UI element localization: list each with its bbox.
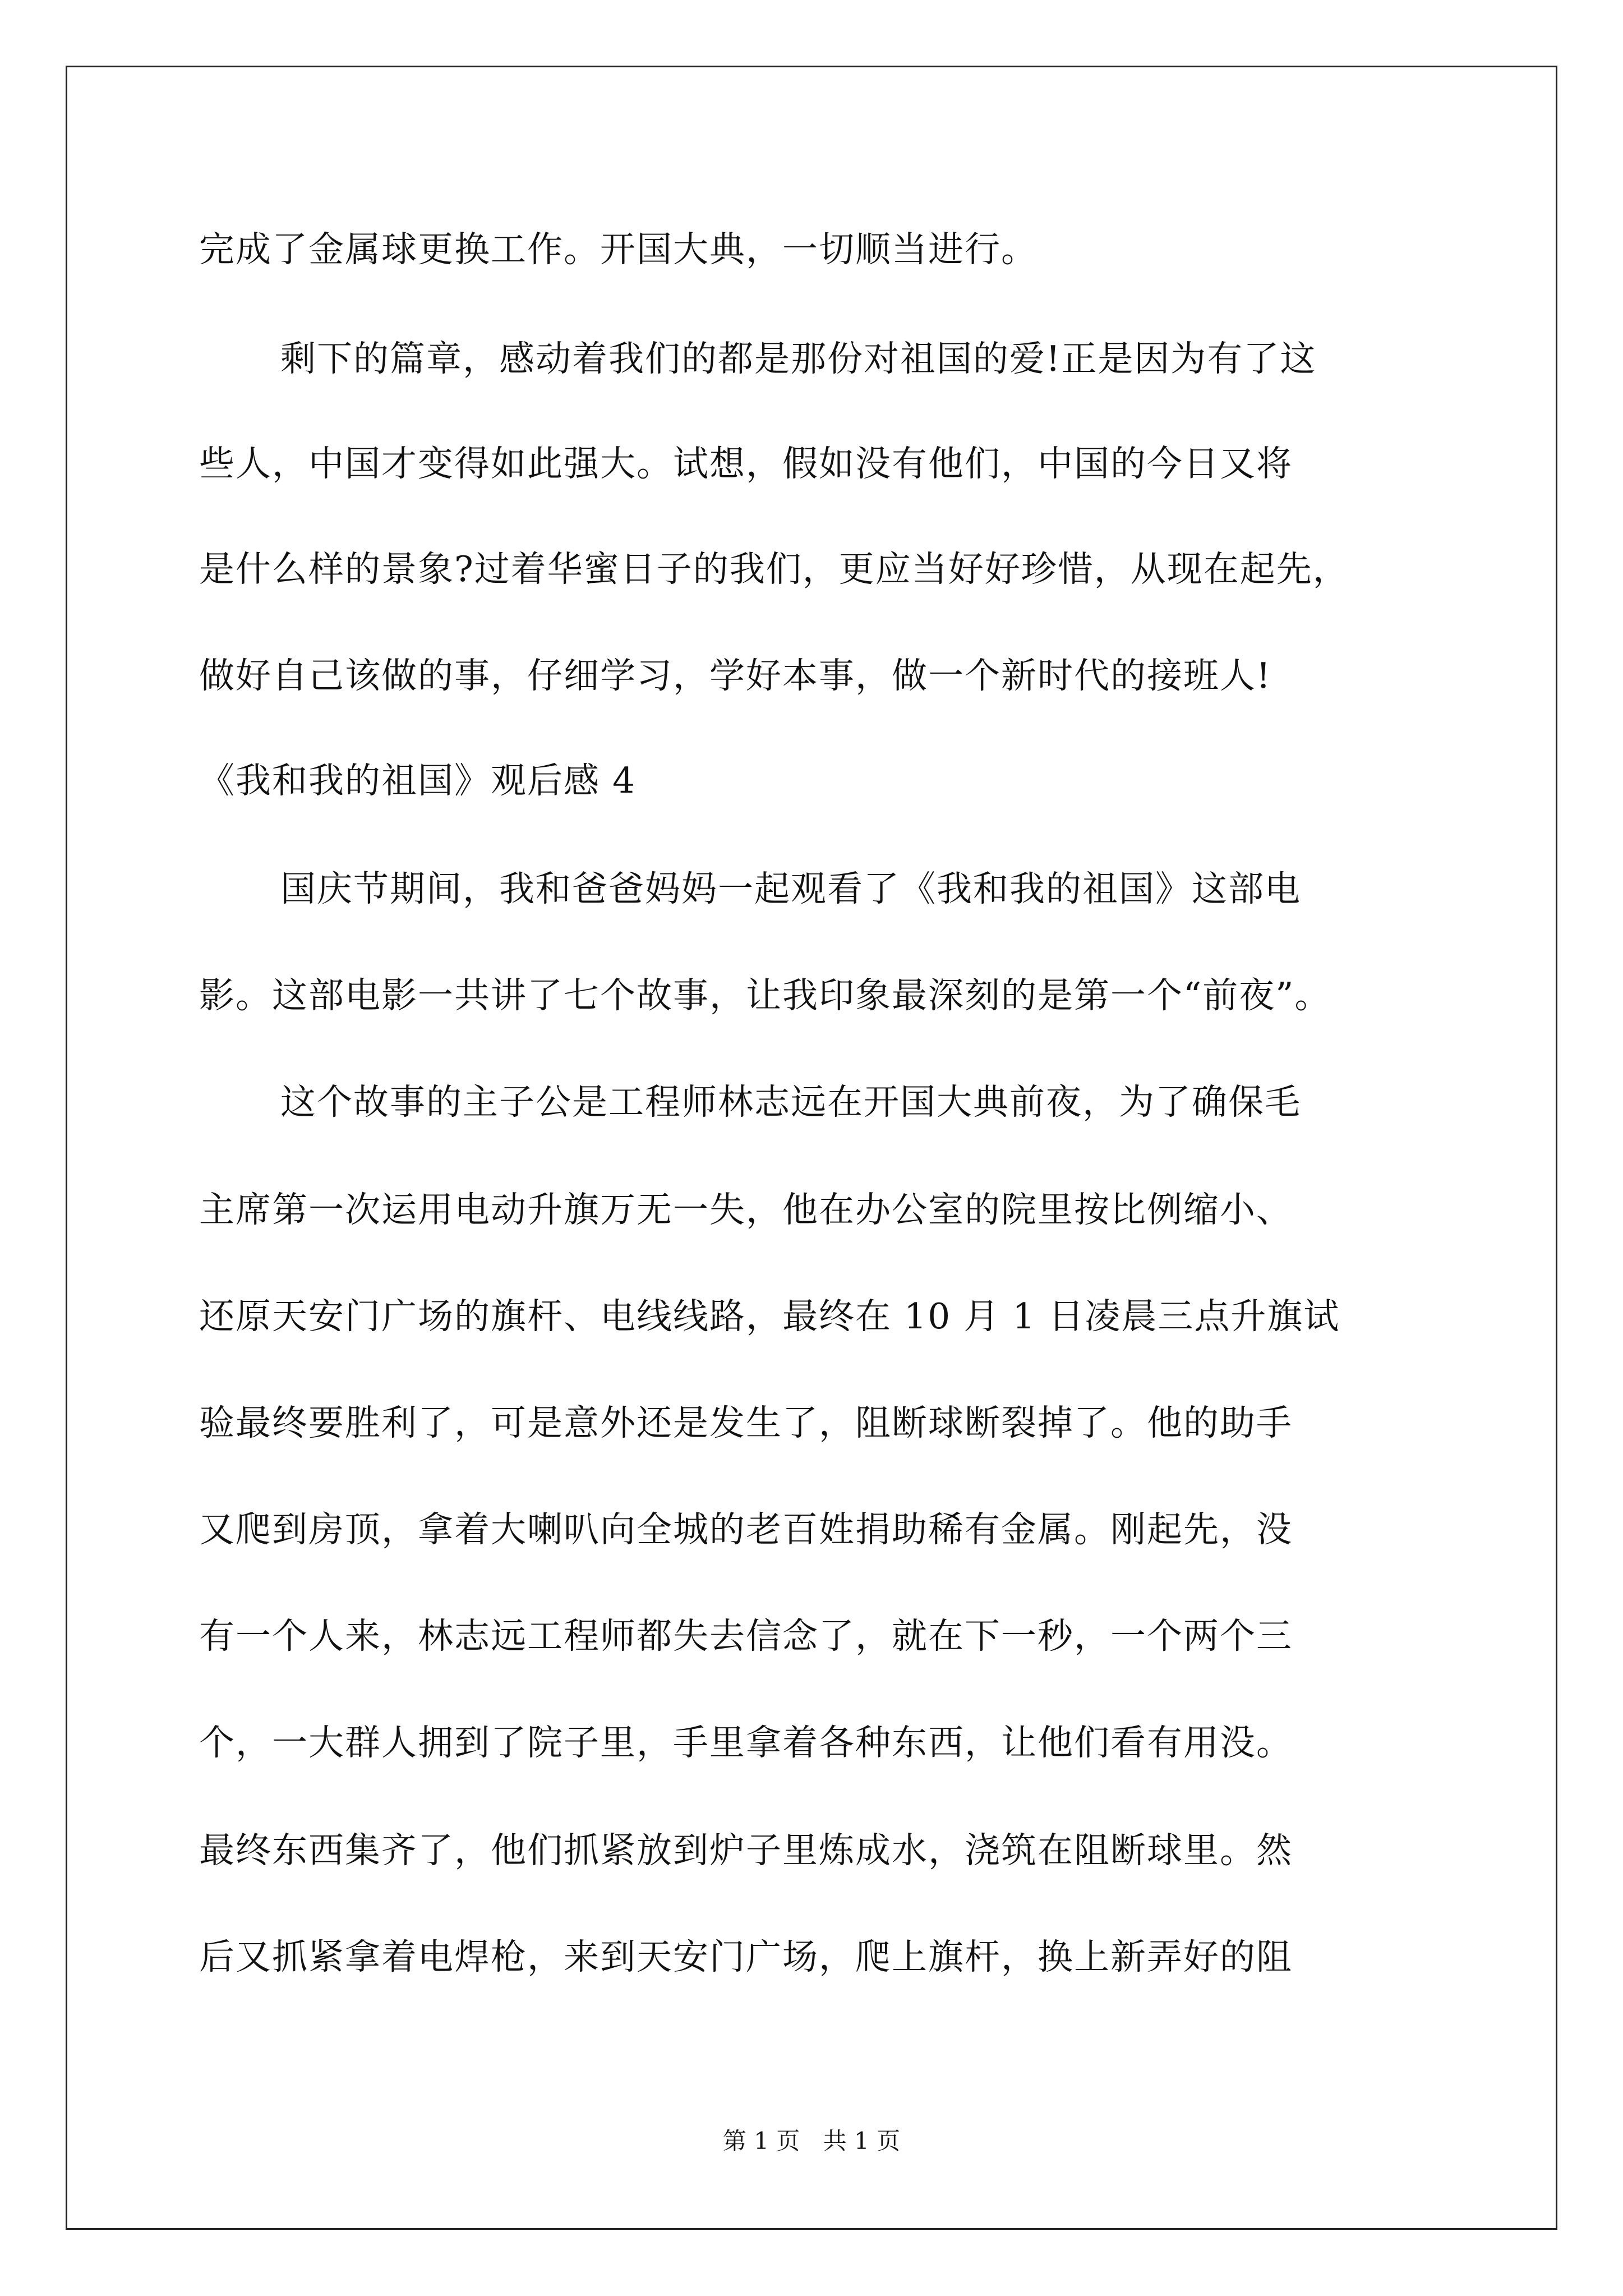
text-line: 是什么样的景象?过着华蜜日子的我们，更应当好好珍惜，从现在起先， [199, 549, 1349, 590]
page-total: 共 1 页 [823, 2127, 901, 2155]
text-line: 最终东西集齐了，他们抓紧放到炉子里炼成水，浇筑在阻断球里。然 [199, 1830, 1293, 1871]
text-line: 后又抓紧拿着电焊枪，来到天安门广场，爬上旗杆，换上新弄好的阻 [199, 1936, 1293, 1977]
text-line: 有一个人来，林志远工程师都失去信念了，就在下一秒，一个两个三 [199, 1616, 1293, 1657]
text-line: 个，一大群人拥到了院子里，手里拿着各种东西，让他们看有用没。 [199, 1722, 1293, 1763]
text-line: 完成了金属球更换工作。开国大典，一切顺当进行。 [199, 229, 1038, 270]
page-footer [0, 2127, 1623, 2155]
paragraph-first-line: 国庆节期间，我和爸爸妈妈一起观看了《我和我的祖国》这部电 [280, 868, 1301, 909]
text-line: 又爬到房顶，拿着大喇叭向全城的老百姓捐助稀有金属。刚起先，没 [199, 1509, 1293, 1550]
section-heading: 《我和我的祖国》观后感 4 [199, 760, 637, 801]
paragraph-first-line: 这个故事的主子公是工程师林志远在开国大典前夜，为了确保毛 [280, 1082, 1301, 1122]
text-line: 主席第一次运用电动升旗万无一失，他在办公室的院里按比例缩小、 [199, 1189, 1293, 1230]
text-line: 做好自己该做的事，仔细学习，学好本事，做一个新时代的接班人! [199, 655, 1272, 696]
page-number: 第 1 页 [722, 2127, 800, 2155]
paragraph-first-line: 剩下的篇章，感动着我们的都是那份对祖国的爱!正是因为有了这 [280, 338, 1317, 379]
text-line: 还原天安门广场的旗杆、电线线路，最终在 10 月 1 日凌晨三点升旗试 [199, 1296, 1340, 1337]
text-line: 影。这部电影一共讲了七个故事，让我印象最深刻的是第一个“前夜”。 [199, 975, 1331, 1016]
text-line: 验最终要胜利了，可是意外还是发生了，阻断球断裂掉了。他的助手 [199, 1402, 1293, 1443]
text-line: 些人，中国才变得如此强大。试想，假如没有他们，中国的今日又将 [199, 443, 1293, 484]
page-border [66, 66, 1557, 2230]
